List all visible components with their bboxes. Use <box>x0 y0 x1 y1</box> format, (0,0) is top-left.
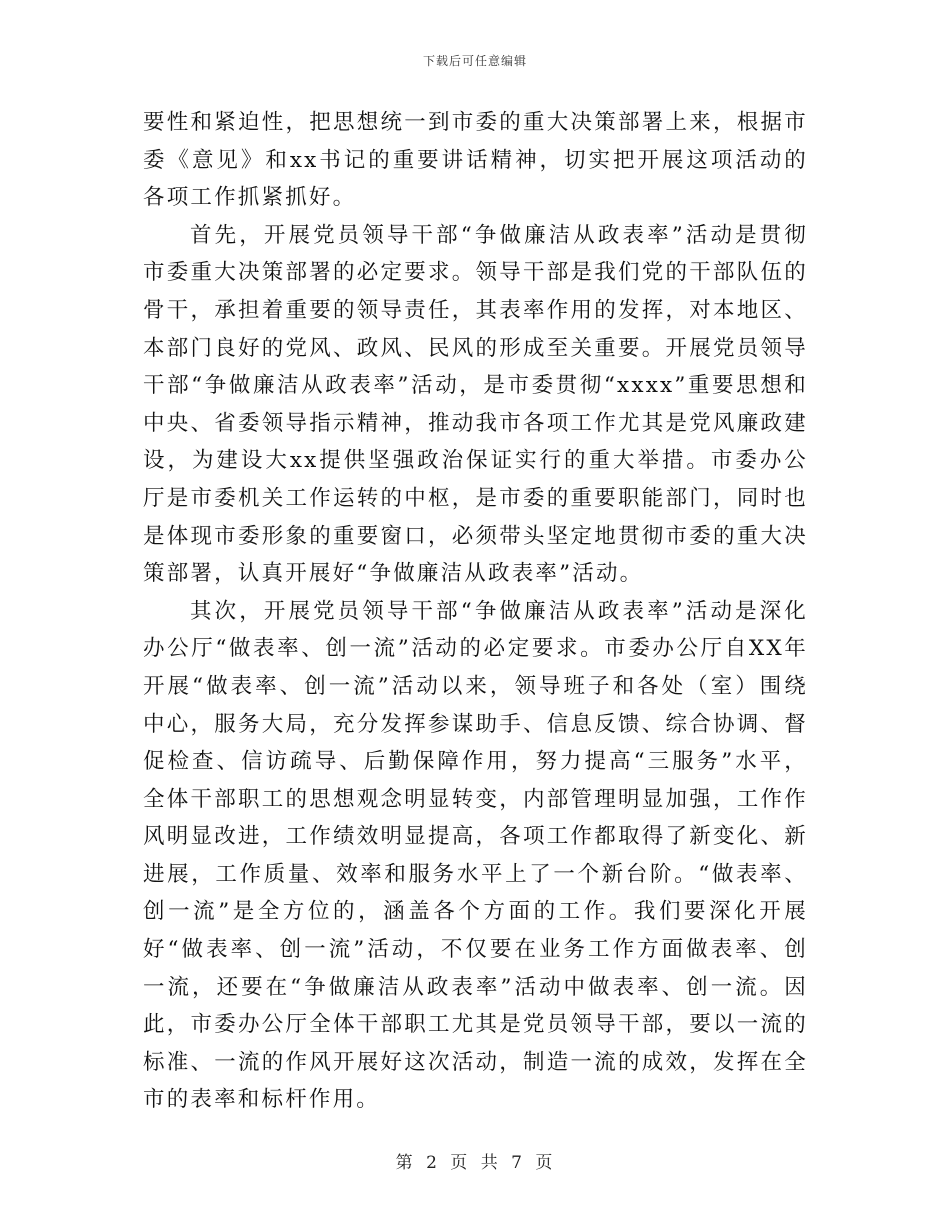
page-number: 第 2 页 共 7 页 <box>395 1153 555 1173</box>
document-body <box>143 104 808 1119</box>
header-note: 下载后可任意编辑 <box>422 54 527 68</box>
paragraph: 要性和紧迫性，把思想统一到市委的重大决策部署上来，根据市委《意见》和xx书记的重要讲话精神，切实把开展这项活动的各项工作抓紧抓好。 <box>143 110 808 211</box>
paragraph: 其次，开展党员领导干部“争做廉洁从政表率”活动是深化办公厅“做表率、创一流”活动的必定要求。市委办公厅自XX年开展“做表率、创一流”活动以来，领导班子和各处（室）围绕中心，服务大局，充分发挥参谋助手、信息反馈、综合协调、督促检查、信访疏导、后勤保障作用，努力提高“三服务”水平，全体干部职工的思想观念明显转变，内部管理明显加强，工作作风明显改进，工作绩效明显提高，各项工作都取得了新变化、新进展，工作质量、效率和服务水平上了一个新台阶。“做表率、创一流”是全方位的，涵盖各个方面的工作。我们要深化开展好“做表率、创一流”活动，不仅要在业务工作方面做表率、创一流，还要在“争做廉洁从政表率”活动中做表率、创一流。因此，市委办公厅全体干部职工尤其是党员领导干部，要以一流的标准、一流的作风开展好这次活动，制造一流的成效，发挥在全市的表率和标杆作用。 <box>143 598 808 1113</box>
paragraph: 首先，开展党员领导干部“争做廉洁从政表率”活动是贯彻市委重大决策部署的必定要求。领导干部是我们党的干部队伍的骨干，承担着重要的领导责任，其表率作用的发挥，对本地区、本部门良好的党风、政风、民风的形成至关重要。开展党员领导干部“争做廉洁从政表率”活动，是市委贯彻“xxxx”重要思想和中央、省委领导指示精神，推动我市各项工作尤其是党风廉政建设，为建设大xx提供坚强政治保证实行的重大举措。市委办公厅是市委机关工作运转的中枢，是市委的重要职能部门，同时也是体现市委形象的重要窗口，必须带头坚定地贯彻市委的重大决策部署，认真开展好“争做廉洁从政表率”活动。 <box>143 222 808 587</box>
